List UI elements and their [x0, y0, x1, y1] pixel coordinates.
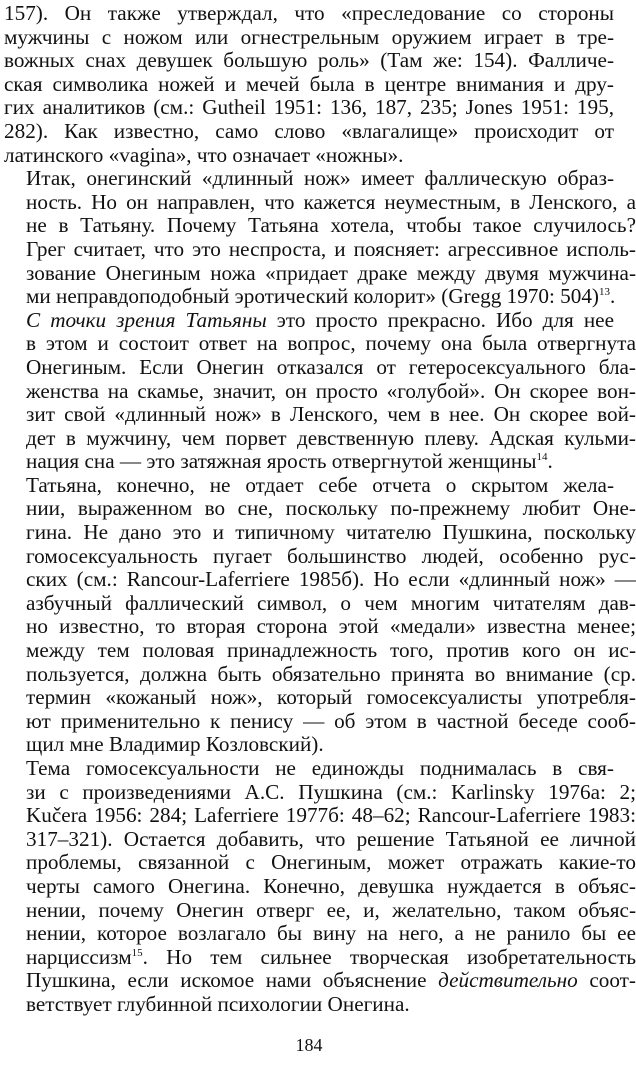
text-line — [4, 708, 636, 734]
text-run: ми неправдоподобный эротический колорит» (Gregg 1970: 504) — [26, 284, 599, 309]
text-line — [4, 520, 636, 545]
footnote-marker: 13 — [599, 286, 610, 299]
text-line — [4, 614, 636, 639]
text-run: это просто прекрасно. Ибо для нее — [266, 307, 614, 332]
text-line — [4, 897, 636, 923]
text-line — [4, 354, 636, 380]
text-line — [4, 873, 636, 899]
text-line — [4, 590, 636, 616]
italic-text: С точки зрения Татьяны — [26, 307, 267, 332]
text-run: ют применительно к пенису — об этом в частной беседе сооб- — [26, 708, 636, 733]
text-run: ских (см.: Rancour-Laferriere 1985б). Но если «длинный нож» — — [26, 567, 636, 592]
text-line — [4, 779, 636, 805]
text-run: гина. Не дано это и типичному читателю Пушкина, поскольку — [26, 520, 636, 545]
text-run: нении, почему Онегин отверг ее, и, желательно, таком объяс- — [26, 897, 636, 922]
text-run: 282). Как известно, само слово «влагалище» происходит от — [4, 118, 614, 143]
text-line — [4, 285, 614, 309]
text-line — [4, 144, 614, 168]
text-line — [4, 236, 636, 262]
text-line — [4, 661, 636, 687]
text-run: гомосексуальность пугает большинство людей, особенно рус- — [26, 543, 636, 568]
text-line — [4, 331, 636, 356]
text-line — [4, 567, 636, 592]
text-run: нии, выраженном во сне, поскольку по-прежнему любит Оне- — [26, 496, 636, 521]
text-run: зование Онегиным ножа «придает драке между двумя мужчина- — [26, 260, 636, 285]
text-run: латинского «vagina», что означает «ножны». — [4, 142, 404, 167]
text-line — [4, 73, 614, 97]
text-run: пользуется, должна быть обязательно принята во внимание (ср. — [26, 661, 636, 686]
text-line — [4, 685, 636, 710]
italic-text: действительно — [438, 968, 578, 993]
text-run: . — [610, 284, 616, 309]
text-line — [4, 120, 614, 144]
text-run: гих аналитиков (см.: Gutheil 1951: 136, 187, 235; Jones 1951: 195, — [4, 95, 614, 120]
paragraph — [4, 756, 636, 1017]
text-line — [4, 850, 636, 875]
text-run: Пушкина, если искомое нами объяснение — [26, 968, 439, 993]
text-run: черты самого Онегина. Конечно, девушка нуждается в объяс- — [26, 873, 636, 898]
text-run: . Но тем сильнее творческая изобретательность — [142, 944, 636, 969]
paragraph — [4, 166, 636, 309]
text-run: Грег считает, что это неспроста, и поясняет: агрессивное исполь- — [26, 236, 636, 261]
text-run: Тема гомосексуальности не единожды поднималась в свя- — [26, 756, 614, 780]
text-run: . — [547, 449, 553, 474]
paragraph — [4, 2, 614, 167]
text-run: щил мне Владимир Козловский). — [26, 732, 324, 757]
paragraph — [4, 307, 636, 474]
text-run: азбучный фаллический символ, о чем многим читателям дав- — [26, 590, 636, 615]
text-line — [4, 2, 614, 26]
text-line — [4, 49, 614, 73]
text-line — [4, 803, 636, 828]
text-run: Итак, онегинский «длинный нож» имеет фаллическую образ- — [26, 166, 614, 191]
text-run: но известно, то вторая сторона этой «медали» известна менее; — [26, 614, 636, 639]
text-run: зит свой «длинный нож» в Ленского, чем в нее. Он скорее вой- — [26, 402, 636, 427]
text-run: дет в мужчину, чем порвет девственную плеву. Адская кульми- — [26, 425, 636, 450]
text-line — [4, 96, 614, 120]
text-line — [4, 309, 614, 333]
text-run: женства на скамье, значит, он просто «голубой». Он скорее вон- — [26, 378, 636, 403]
text-run: в этом и состоит ответ на вопрос, почему она была отвергнута — [26, 331, 636, 356]
text-run: вожных снах девушек большую роль» (Там же: 154). Фалличе- — [4, 48, 614, 73]
text-run: 157). Он также утверждал, что «преследование со стороны — [4, 1, 614, 25]
text-line — [4, 450, 614, 474]
text-line — [4, 260, 636, 286]
page-number: 184 — [295, 1035, 323, 1055]
text-run: Kučera 1956: 284; Laferriere 1977б: 48–62; Rancour-Laferriere 1983: — [26, 803, 636, 828]
text-line — [4, 213, 636, 238]
paragraph — [4, 472, 636, 757]
text-run: Онегиным. Если Онегин отказался от гетеросексуального бла- — [26, 354, 636, 379]
text-run: проблемы, связанной с Онегиным, может отражать какие-то — [26, 850, 636, 875]
text-run: нация сна — это затяжная ярость отвергнутой женщины — [26, 449, 537, 474]
text-run: ская символика ножей и мечей была в центре внимания и дру- — [4, 71, 614, 96]
text-line — [4, 378, 636, 404]
text-line — [4, 189, 636, 215]
text-line — [4, 496, 636, 521]
text-run: ветствует глубинной психологии Онегина. — [26, 991, 410, 1016]
text-run: термин «кожаный нож», который гомосексуалисты употребля- — [26, 685, 636, 710]
footnote-marker: 15 — [131, 946, 143, 959]
text-line — [4, 402, 636, 427]
text-line — [4, 826, 636, 852]
text-run: ность. Но он направлен, что кажется неуместным, в Ленского, а — [26, 189, 636, 214]
body-text — [4, 1, 636, 1017]
text-run: Татьяна, конечно, не отдает себе отчета о скрытом жела- — [26, 472, 614, 497]
text-line — [4, 638, 636, 663]
text-run: нарциссизм — [26, 944, 132, 969]
text-line — [4, 921, 636, 946]
text-run: 317–321). Остается добавить, что решение Татьяной ее личной — [26, 826, 636, 851]
text-line — [4, 26, 614, 50]
text-run: зи с произведениями А.С. Пушкина (см.: Karlinsky 1976а: 2; — [26, 779, 636, 804]
text-line — [4, 944, 636, 970]
text-line — [4, 474, 614, 498]
text-run: соот- — [577, 968, 636, 993]
text-run: между тем половая принадлежность того, против кого он ис- — [26, 638, 636, 663]
text-run: не в Татьяну. Почему Татьяна хотела, чтобы такое случилось? — [26, 213, 636, 238]
text-line — [4, 733, 614, 757]
footnote-marker: 14 — [536, 451, 548, 464]
text-run: мужчины с ножом или огнестрельным оружием играет в тре- — [4, 24, 614, 49]
text-run: нении, которое возлагало бы вину на него, а не ранило бы ее — [26, 921, 636, 946]
text-line — [4, 993, 614, 1017]
book-page — [4, 1, 636, 1062]
text-line — [4, 425, 636, 451]
text-line — [4, 543, 636, 569]
text-line — [4, 968, 636, 993]
text-line — [4, 757, 614, 781]
text-line — [4, 167, 614, 191]
